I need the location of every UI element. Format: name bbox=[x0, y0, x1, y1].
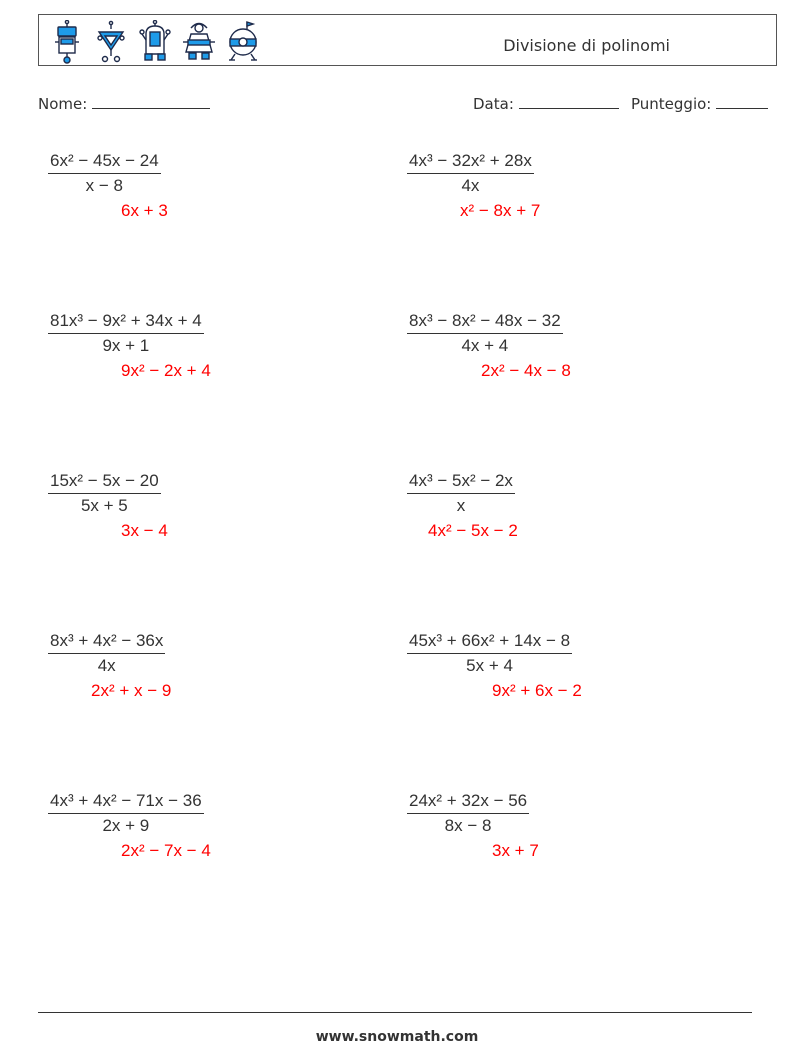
robot-icon-3 bbox=[137, 20, 173, 64]
name-label: Nome: bbox=[38, 95, 88, 113]
denominator: 4x bbox=[97, 656, 116, 675]
numerator: 8x³ − 8x² − 48x − 32 bbox=[407, 311, 563, 334]
problem-10 bbox=[407, 791, 529, 836]
problem-5 bbox=[48, 471, 161, 516]
denominator: 9x + 1 bbox=[102, 336, 150, 355]
numerator: 24x² + 32x − 56 bbox=[407, 791, 529, 814]
problem-1 bbox=[48, 151, 161, 196]
date-blank[interactable] bbox=[519, 94, 619, 109]
answer-7: 2x² + x − 9 bbox=[91, 681, 172, 700]
problem-2 bbox=[407, 151, 534, 196]
answer-9: 2x² − 7x − 4 bbox=[121, 841, 211, 860]
numerator: 6x² − 45x − 24 bbox=[48, 151, 161, 174]
score-field[interactable] bbox=[631, 94, 768, 113]
denominator: x − 8 bbox=[85, 176, 124, 195]
problem-3 bbox=[48, 311, 204, 356]
worksheet-title: Divisione di polinomi bbox=[503, 36, 670, 55]
answer-3: 9x² − 2x + 4 bbox=[121, 361, 211, 380]
numerator: 4x³ + 4x² − 71x − 36 bbox=[48, 791, 204, 814]
robot-icon-2 bbox=[93, 20, 129, 64]
date-field[interactable] bbox=[473, 94, 619, 113]
score-label: Punteggio: bbox=[631, 95, 712, 113]
answer-8: 9x² + 6x − 2 bbox=[492, 681, 582, 700]
worksheet-header bbox=[38, 14, 777, 66]
answer-4: 2x² − 4x − 8 bbox=[481, 361, 571, 380]
denominator: 4x + 4 bbox=[461, 336, 509, 355]
answer-2: x² − 8x + 7 bbox=[460, 201, 541, 220]
denominator: 2x + 9 bbox=[102, 816, 150, 835]
numerator: 4x³ − 5x² − 2x bbox=[407, 471, 515, 494]
numerator: 4x³ − 32x² + 28x bbox=[407, 151, 534, 174]
denominator: 4x bbox=[461, 176, 480, 195]
answer-5: 3x − 4 bbox=[121, 521, 168, 540]
denominator: 5x + 5 bbox=[80, 496, 128, 515]
robot-icon-5 bbox=[225, 20, 261, 64]
problem-6 bbox=[407, 471, 515, 516]
footer-site: www.snowmath.com bbox=[315, 1029, 479, 1045]
name-blank[interactable] bbox=[92, 94, 210, 109]
problem-9 bbox=[48, 791, 204, 836]
robot-icon-4 bbox=[181, 20, 217, 64]
robot-icon-1 bbox=[49, 20, 85, 64]
problem-7 bbox=[48, 631, 165, 676]
footer-divider bbox=[38, 1012, 752, 1013]
answer-10: 3x + 7 bbox=[492, 841, 539, 860]
answer-1: 6x + 3 bbox=[121, 201, 168, 220]
denominator: x bbox=[456, 496, 466, 515]
score-blank[interactable] bbox=[716, 94, 768, 109]
problem-8 bbox=[407, 631, 572, 676]
numerator: 45x³ + 66x² + 14x − 8 bbox=[407, 631, 572, 654]
numerator: 81x³ − 9x² + 34x + 4 bbox=[48, 311, 204, 334]
problem-4 bbox=[407, 311, 563, 356]
numerator: 8x³ + 4x² − 36x bbox=[48, 631, 165, 654]
numerator: 15x² − 5x − 20 bbox=[48, 471, 161, 494]
name-field[interactable] bbox=[38, 94, 210, 113]
answer-6: 4x² − 5x − 2 bbox=[428, 521, 518, 540]
robot-icons bbox=[49, 20, 261, 64]
denominator: 8x − 8 bbox=[444, 816, 492, 835]
date-label: Data: bbox=[473, 95, 514, 113]
denominator: 5x + 4 bbox=[466, 656, 513, 675]
